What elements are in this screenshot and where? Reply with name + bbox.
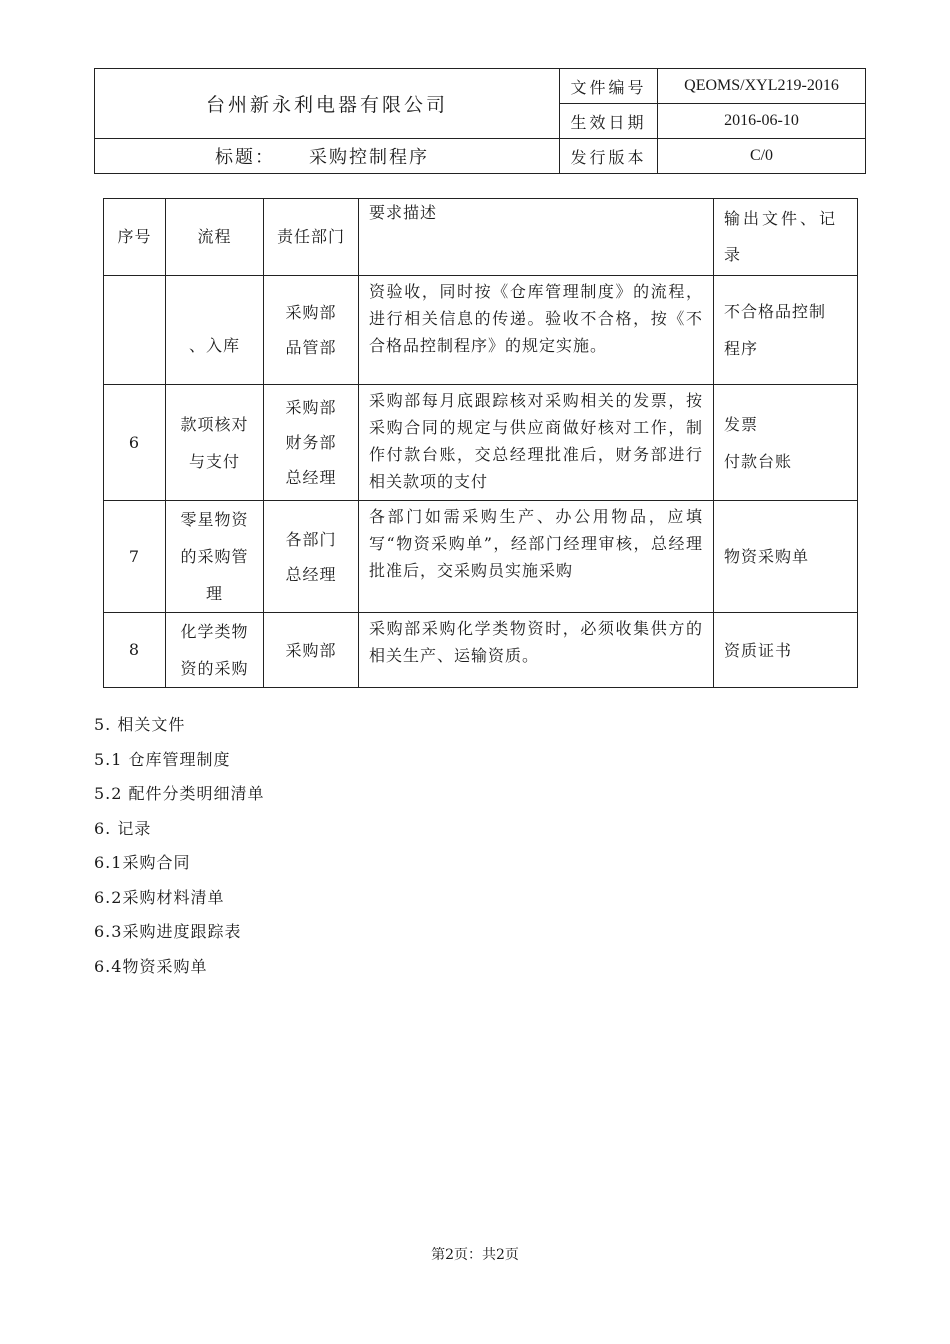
- procedure-table: [103, 198, 858, 688]
- company-name: 台州新永利电器有限公司: [95, 69, 560, 139]
- page-footer: 第2页：共2页: [431, 1247, 519, 1263]
- dept-line: 总经理: [285, 468, 337, 487]
- flow-line: 与支付: [188, 451, 240, 471]
- row-no: 8: [104, 613, 166, 688]
- dept-line: 采购部: [285, 640, 337, 660]
- row-flow: [166, 501, 264, 613]
- list-item: 6.2采购材料清单: [94, 887, 225, 907]
- table-row: [104, 501, 858, 613]
- row-output: [714, 613, 858, 688]
- col-header-desc: 要求描述: [359, 199, 714, 276]
- row-desc: 各部门如需采购生产、办公用物品，应填写“物资采购单”，经部门经理审核，总经理批准后，交采购员实施采购: [359, 501, 714, 613]
- table-row: [104, 276, 858, 385]
- list-item: 6.1采购合同: [94, 853, 191, 872]
- col-header-flow: 流程: [166, 199, 264, 276]
- flow-line: 款项核对: [180, 414, 249, 434]
- row-flow: [166, 276, 264, 385]
- list-item: 6.4物资采购单: [94, 956, 208, 976]
- row-no: [104, 276, 166, 385]
- doc-no-label: 文件编号: [560, 69, 658, 104]
- dept-line: 品管部: [285, 338, 337, 357]
- list-item: 5.2 配件分类明细清单: [94, 784, 265, 803]
- table-row: [104, 385, 858, 501]
- row-output: [714, 501, 858, 613]
- row-no: 6: [104, 385, 166, 501]
- version-value: C/0: [658, 139, 866, 174]
- row-dept: [264, 613, 359, 688]
- list-item: 6.3采购进度跟踪表: [94, 922, 242, 941]
- row-no: 7: [104, 501, 166, 613]
- dept-line: 财务部: [285, 433, 337, 452]
- row-dept: [264, 501, 359, 613]
- row-desc: 资验收，同时按《仓库管理制度》的流程，进行相关信息的传递。验收不合格，按《不合格品控制程序》的规定实施。: [359, 276, 714, 385]
- row-flow: [166, 613, 264, 688]
- output-line: 资质证书: [724, 640, 793, 660]
- output-line: 程序: [724, 339, 759, 358]
- row-flow: [166, 385, 264, 501]
- output-line: 发票: [724, 414, 759, 434]
- version-label: 发行版本: [560, 139, 658, 174]
- dept-line: 采购部: [285, 398, 337, 417]
- output-line: 不合格品控制: [724, 302, 827, 321]
- effective-date-value: 2016-06-10: [658, 104, 866, 139]
- flow-line: 的采购管: [180, 547, 249, 566]
- row-output: [714, 385, 858, 501]
- dept-line: 采购部: [285, 303, 337, 322]
- flow-line: 零星物资: [180, 510, 249, 529]
- doc-no-value: QEOMS/XYL219-2016: [658, 69, 866, 104]
- flow-line: 资的采购: [180, 659, 249, 678]
- table-header-row: [104, 199, 858, 276]
- list-item: 6. 记录: [94, 818, 152, 838]
- col-header-dept: 责任部门: [264, 199, 359, 276]
- document-header-table: [94, 68, 866, 174]
- row-desc: 采购部采购化学类物资时，必须收集供方的相关生产、运输资质。: [359, 613, 714, 688]
- list-item: 5. 相关文件: [94, 715, 186, 734]
- dept-line: 各部门: [285, 529, 337, 549]
- table-row: [104, 613, 858, 688]
- document-title: [95, 139, 560, 174]
- flow-line: 化学类物: [180, 622, 249, 641]
- title-label: 标题：: [215, 147, 275, 168]
- row-dept: [264, 385, 359, 501]
- row-dept: [264, 276, 359, 385]
- dept-line: 总经理: [285, 564, 337, 584]
- flow-line: 理: [205, 584, 223, 603]
- list-item: 5.1 仓库管理制度: [94, 749, 231, 769]
- col-header-output: 输出文件、记录: [714, 199, 858, 276]
- effective-date-label: 生效日期: [560, 104, 658, 139]
- related-documents-list: [94, 708, 265, 984]
- row-output: [714, 276, 858, 385]
- output-line: 物资采购单: [724, 547, 810, 566]
- output-line: 付款台账: [724, 451, 793, 471]
- col-header-no: 序号: [104, 199, 166, 276]
- flow-line: 、入库: [188, 335, 240, 355]
- row-desc: 采购部每月底跟踪核对采购相关的发票，按采购合同的规定与供应商做好核对工作，制作付款台账，交总经理批准后，财务部进行相关款项的支付: [359, 385, 714, 501]
- title-text: 采购控制程序: [309, 147, 429, 168]
